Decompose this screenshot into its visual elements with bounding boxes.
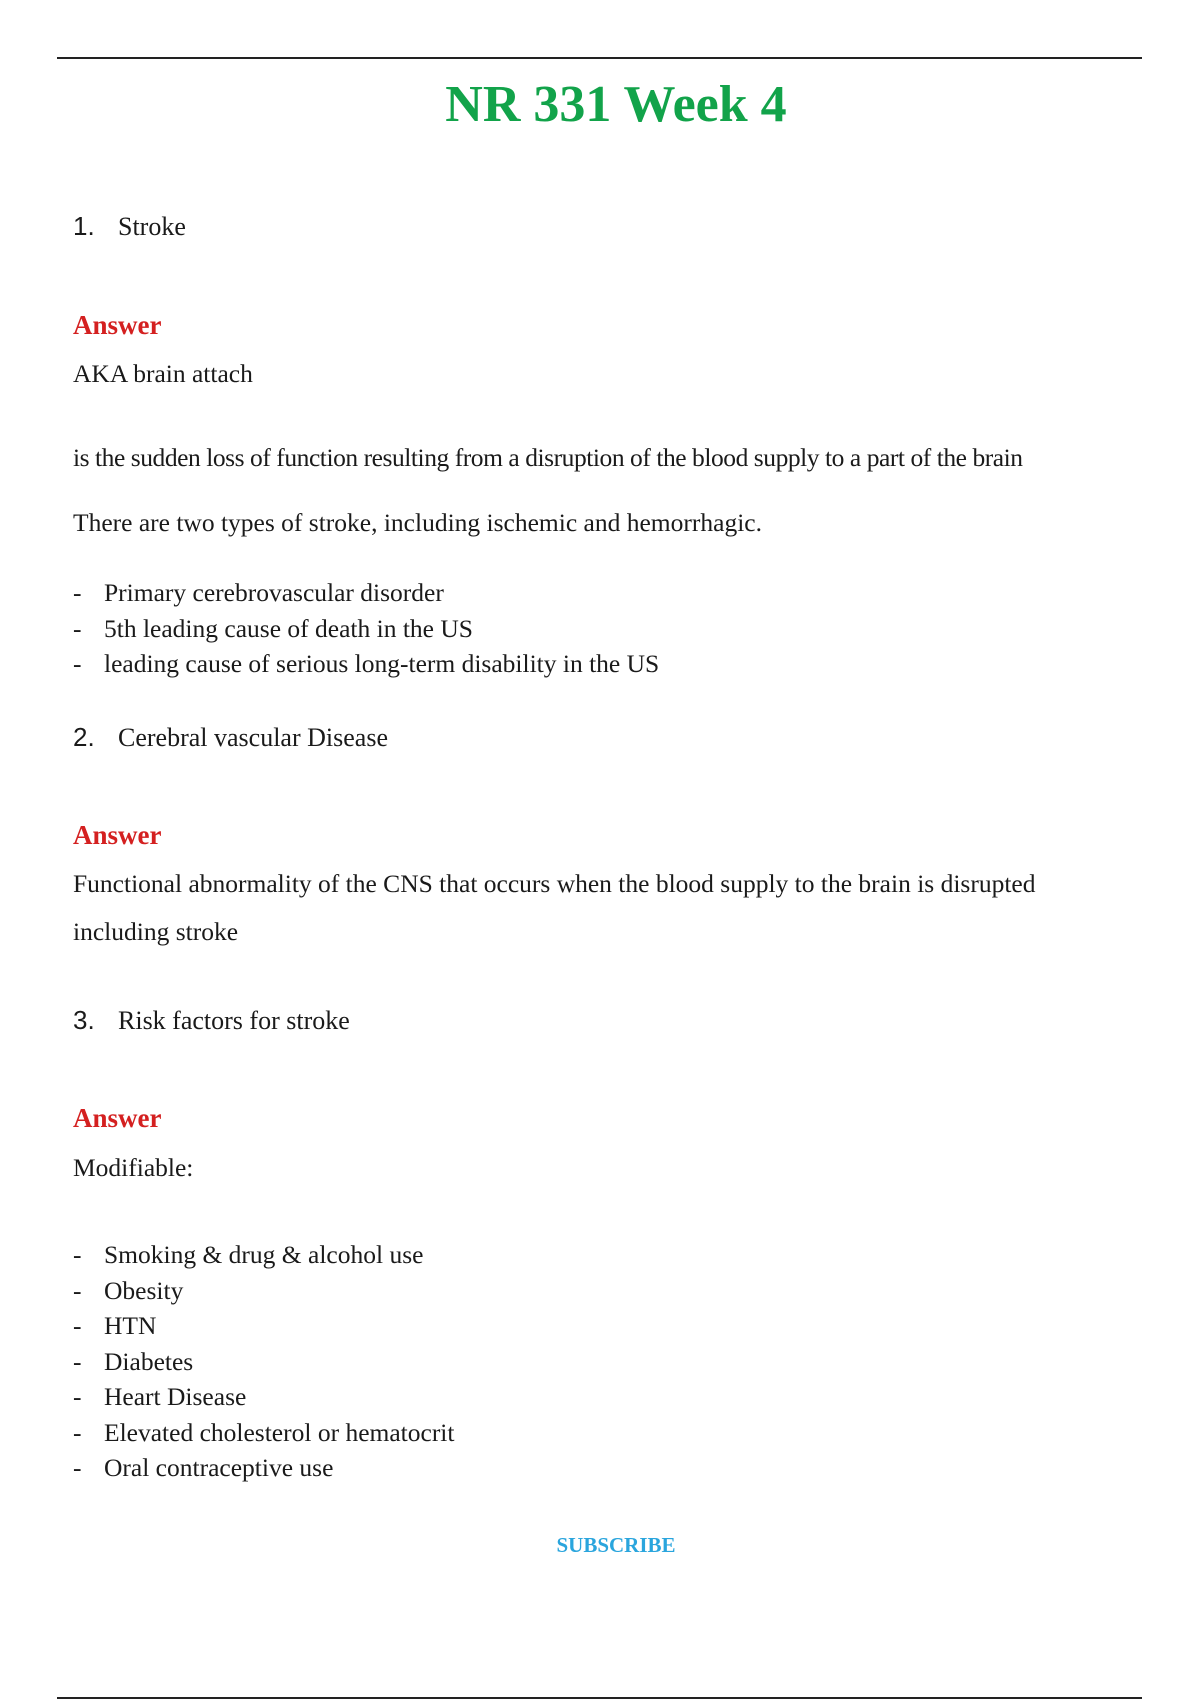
top-rule <box>57 57 1142 59</box>
bullet-marker: - <box>73 1453 82 1482</box>
bullet-marker: - <box>73 613 82 643</box>
question-prompt: Stroke <box>118 212 186 241</box>
answer-label: Answer <box>73 820 162 850</box>
bullet-marker: - <box>73 578 82 607</box>
bullet-marker: - <box>73 1382 82 1411</box>
bullet-marker: - <box>73 1311 82 1340</box>
bullet-marker: - <box>73 1417 82 1447</box>
list-item: - HTN <box>73 1308 454 1344</box>
question-number: 1. <box>73 211 95 241</box>
document-title: NR 331 Week 4 <box>445 76 787 133</box>
question-2 <box>73 720 388 755</box>
list-item: - Obesity <box>73 1273 454 1309</box>
answer-text: Functional abnormality of the CNS that occurs when the blood supply to the brain is disrupted <box>73 869 1036 898</box>
question-prompt: Cerebral vascular Disease <box>118 723 388 752</box>
list-item: - 5th leading cause of death in the US <box>73 611 659 647</box>
question-1 <box>73 209 186 244</box>
list-item: - Diabetes <box>73 1344 454 1380</box>
question-3 <box>73 1003 350 1038</box>
answer-text: including stroke <box>73 917 239 946</box>
list-item: - Heart Disease <box>73 1379 454 1415</box>
question-number: 2. <box>73 722 95 752</box>
subscribe-link[interactable]: SUBSCRIBE <box>556 1533 676 1557</box>
bullet-marker: - <box>73 1240 82 1269</box>
answer-text: is the sudden loss of function resulting from a disruption of the blood supply to a part of the brain <box>73 443 1023 472</box>
list-item: - leading cause of serious long-term disability in the US <box>73 646 659 682</box>
list-item: - Primary cerebrovascular disorder <box>73 575 659 611</box>
bottom-rule <box>57 1697 1142 1699</box>
bullet-list <box>73 575 659 682</box>
bullet-marker: - <box>73 1275 82 1305</box>
bullet-marker: - <box>73 649 82 678</box>
bullet-list <box>73 1237 454 1486</box>
list-item: - Oral contraceptive use <box>73 1450 454 1486</box>
bullet-marker: - <box>73 1346 82 1376</box>
answer-label: Answer <box>73 310 162 340</box>
question-prompt: Risk factors for stroke <box>118 1006 350 1035</box>
answer-text: There are two types of stroke, including ischemic and hemorrhagic. <box>73 508 762 537</box>
answer-text: AKA brain attach <box>73 359 253 388</box>
question-number: 3. <box>73 1005 95 1035</box>
list-item: - Smoking & drug & alcohol use <box>73 1237 454 1273</box>
answer-text: Modifiable: <box>73 1153 194 1182</box>
answer-label: Answer <box>73 1103 162 1133</box>
list-item: - Elevated cholesterol or hematocrit <box>73 1415 454 1451</box>
